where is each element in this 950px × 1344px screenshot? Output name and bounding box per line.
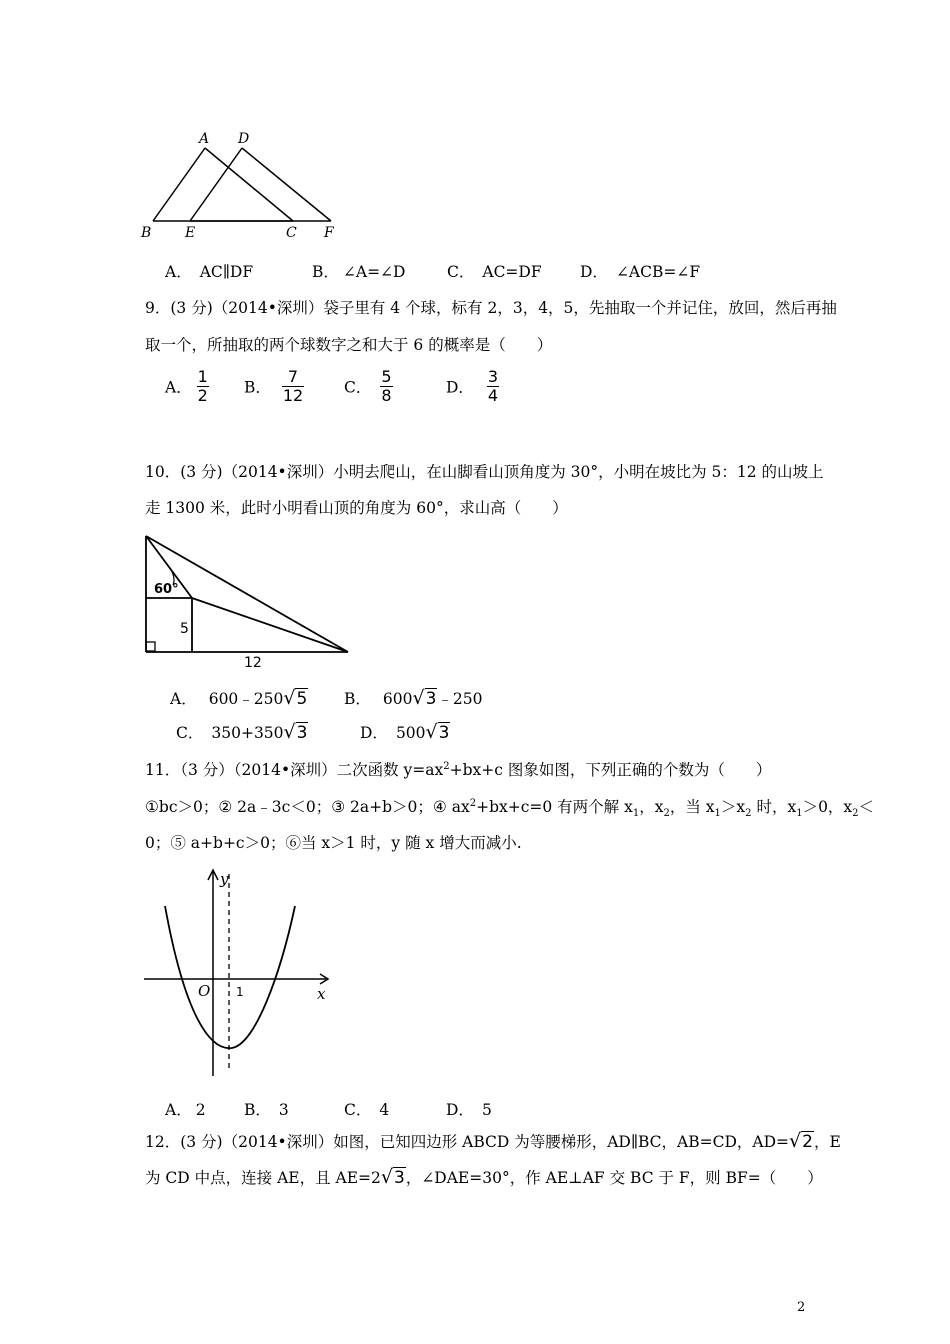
q8-option-c: C． AC=DF bbox=[447, 263, 542, 281]
q11-option-a: A． 2 bbox=[165, 1101, 206, 1119]
q10-line1: 10．(3 分)（2014•深圳）小明去爬山，在山脚看山顶角度为 30°，小明在坡比为 5：12 的山坡上 bbox=[145, 463, 824, 481]
q10-option-c: C． 350+350√3 bbox=[176, 721, 308, 743]
q10-option-d: D． 500√3 bbox=[360, 721, 450, 743]
q8-label-f: F bbox=[324, 225, 334, 241]
q10-horizontal-label: 12 bbox=[244, 655, 262, 670]
q9-option-a: A． $\frac{1}{2}$ bbox=[165, 367, 208, 405]
q9-option-c: C． $\frac{5}{8}$ bbox=[344, 367, 392, 405]
q10-option-b: B． 600√3﹣250 bbox=[344, 687, 483, 709]
q8-option-b: B． ∠A=∠D bbox=[312, 263, 406, 281]
q11-option-d: D． 5 bbox=[446, 1101, 492, 1119]
q8-label-c: C bbox=[286, 225, 297, 241]
q11-one-label: 1 bbox=[236, 985, 244, 999]
q11-option-c: C． 4 bbox=[344, 1101, 390, 1119]
q11-y-axis-label: y bbox=[220, 870, 229, 888]
q11-line2: ①bc＞0；② 2a﹣3c＜0；③ 2a+b＞0；④ $ax^2+bx+c=0$ 有两个解 $x_1$，$x_2$，当 $x_1>x_2$ 时，$x_1>0$，$x_2<$ bbox=[145, 797, 875, 820]
q10-angle-label: 60° bbox=[154, 582, 179, 597]
q9-line1: 9．(3 分)（2014•深圳）袋子里有 4 个球，标有 2，3，4，5，先抽取一个并记住，放回，然后再抽 bbox=[145, 299, 837, 317]
q9-option-d: D． $\frac{3}{4}$ bbox=[446, 367, 499, 405]
q8-label-a: A bbox=[199, 131, 210, 147]
q11-x-axis-label: x bbox=[317, 985, 326, 1003]
q12-line2: 为 CD 中点，连接 AE，且 AE=2√3，∠DAE=30°，作 AE⊥AF 交 BC 于 F，则 BF=（ ） bbox=[145, 1166, 823, 1188]
q11-option-b: B． 3 bbox=[244, 1101, 289, 1119]
q10-line2: 走 1300 米，此时小明看山顶的角度为 60°，求山高（ ） bbox=[145, 499, 568, 517]
q11-origin-label: O bbox=[198, 982, 211, 1000]
q8-option-a: A． AC∥DF bbox=[165, 263, 254, 281]
q10-slope-figure bbox=[140, 530, 355, 670]
page-number: 2 bbox=[797, 1300, 806, 1315]
q8-label-e: E bbox=[185, 225, 196, 241]
q8-label-d: D bbox=[238, 131, 250, 147]
q10-option-a: A． 600﹣250√5 bbox=[170, 687, 308, 709]
q8-triangles-figure bbox=[138, 130, 348, 245]
q12-line1: 12．(3 分)（2014•深圳）如图，已知四边形 ABCD 为等腰梯形，AD∥BC，AB=CD，AD=√2，E bbox=[145, 1130, 841, 1152]
q8-option-d: D． ∠ACB=∠F bbox=[580, 263, 701, 281]
q8-label-b: B bbox=[141, 225, 152, 241]
q11-line1: 11．（3 分）（2014•深圳）二次函数 $y=ax^2+bx+c$ 图象如图，下列正确的个数为（ ） bbox=[145, 760, 772, 779]
q11-line3: 0；⑤ a+b+c＞0；⑥当 x＞1 时，y 随 x 增大而减小. bbox=[145, 834, 522, 852]
q9-option-b: B． $\frac{7}{12}$ bbox=[244, 367, 304, 405]
q9-line2: 取一个，所抽取的两个球数字之和大于 6 的概率是（ ） bbox=[145, 336, 553, 354]
q11-parabola-graph bbox=[140, 866, 340, 1081]
q10-vertical-label: 5 bbox=[180, 621, 189, 637]
